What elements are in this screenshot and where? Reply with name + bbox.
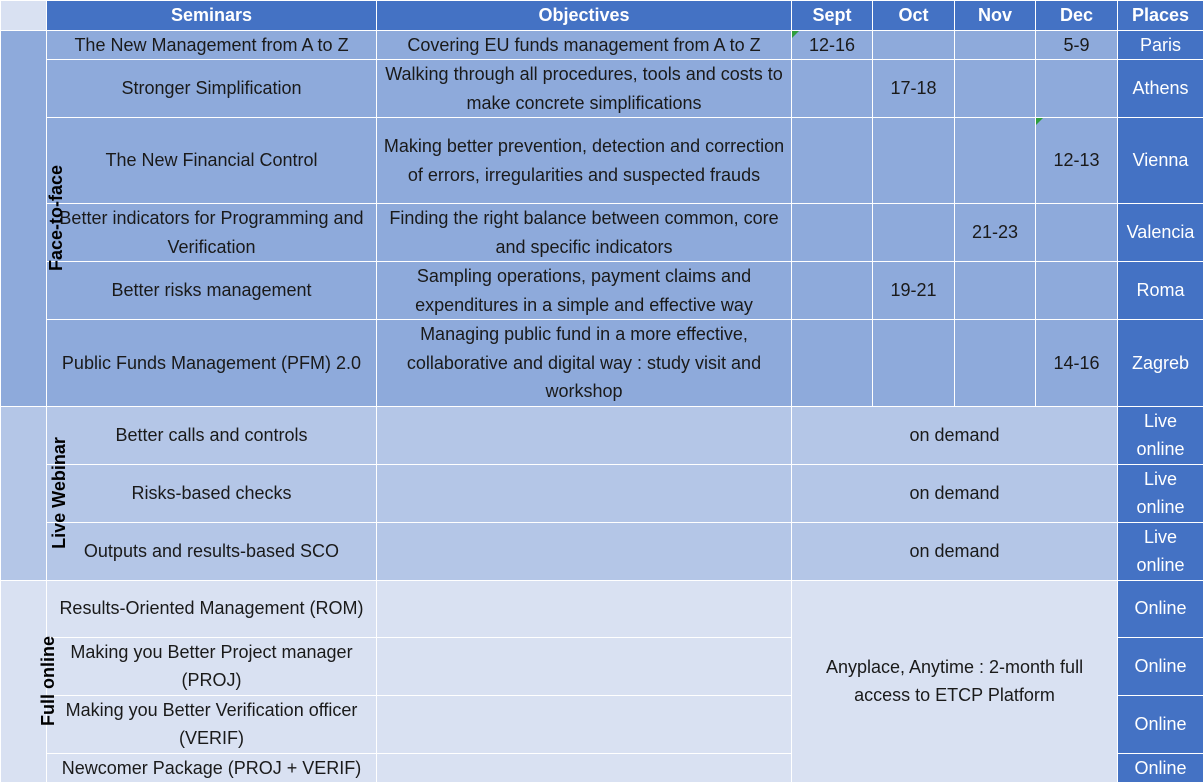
header-seminars: Seminars <box>47 1 377 31</box>
category-live-webinar <box>1 406 69 580</box>
seminar-cell: Making you Better Project manager (PROJ) <box>47 637 377 695</box>
seminar-cell: Risks-based checks <box>47 464 377 522</box>
header-row <box>1 1 1204 31</box>
objective-cell: Finding the right balance between common, core and specific indicators <box>377 204 792 262</box>
objective-cell <box>377 464 792 522</box>
table-row <box>1 118 1204 204</box>
oct-cell <box>873 30 955 60</box>
table-row <box>1 522 1204 580</box>
place-cell: Live online <box>1118 464 1204 522</box>
objective-cell: Covering EU funds management from A to Z <box>377 30 792 60</box>
header-nov: Nov <box>955 1 1036 31</box>
nov-cell <box>955 30 1036 60</box>
place-cell: Paris <box>1118 30 1204 60</box>
objective-cell <box>377 637 792 695</box>
seminar-cell: Stronger Simplification <box>47 60 377 118</box>
category-face-to-face <box>1 30 67 406</box>
sept-cell <box>792 204 873 262</box>
dates-cell: on demand <box>792 464 1118 522</box>
seminar-cell: The New Financial Control <box>47 118 377 204</box>
sept-cell <box>792 320 873 407</box>
seminar-cell: Better risks management <box>47 262 377 320</box>
place-cell: Roma <box>1118 262 1204 320</box>
place-cell: Zagreb <box>1118 320 1204 407</box>
objective-cell: Making better prevention, detection and correction of errors, irregularities and suspected frauds <box>377 118 792 204</box>
nov-cell <box>955 320 1036 407</box>
oct-cell: 19-21 <box>873 262 955 320</box>
oct-cell: 17-18 <box>873 60 955 118</box>
nov-cell: 21-23 <box>955 204 1036 262</box>
sept-cell <box>792 118 873 204</box>
dates-cell: on demand <box>792 406 1118 464</box>
objective-cell <box>377 695 792 753</box>
seminar-cell: Better calls and controls <box>47 406 377 464</box>
place-cell: Online <box>1118 580 1204 637</box>
dec-cell <box>1036 262 1118 320</box>
oct-cell <box>873 118 955 204</box>
header-places: Places <box>1118 1 1204 31</box>
nov-cell <box>955 60 1036 118</box>
table-row <box>1 60 1204 118</box>
header-objectives: Objectives <box>377 1 792 31</box>
sept-cell <box>792 60 873 118</box>
objective-cell <box>377 522 792 580</box>
dates-cell: Anyplace, Anytime : 2-month full access to ETCP Platform <box>792 580 1118 783</box>
place-cell: Online <box>1118 695 1204 753</box>
place-cell: Online <box>1118 637 1204 695</box>
header-oct: Oct <box>873 1 955 31</box>
header-dec: Dec <box>1036 1 1118 31</box>
dec-cell: 12-13 <box>1036 118 1118 204</box>
seminar-cell: Better indicators for Programming and Verification <box>47 204 377 262</box>
table-row <box>1 204 1204 262</box>
dec-cell <box>1036 60 1118 118</box>
objective-cell: Sampling operations, payment claims and expenditures in a simple and effective way <box>377 262 792 320</box>
oct-cell <box>873 204 955 262</box>
nov-cell <box>955 118 1036 204</box>
seminar-cell: Public Funds Management (PFM) 2.0 <box>47 320 377 407</box>
objective-cell: Walking through all procedures, tools and costs to make concrete simplifications <box>377 60 792 118</box>
seminar-cell: Making you Better Verification officer (VERIF) <box>47 695 377 753</box>
dec-cell: 14-16 <box>1036 320 1118 407</box>
objective-cell <box>377 406 792 464</box>
header-sept: Sept <box>792 1 873 31</box>
sept-cell: 12-16 <box>792 30 873 60</box>
category-label: Full online <box>38 636 58 726</box>
place-cell: Vienna <box>1118 118 1204 204</box>
table-row <box>1 320 1204 407</box>
objective-cell <box>377 580 792 637</box>
seminar-cell: Newcomer Package (PROJ + VERIF) <box>47 753 377 783</box>
oct-cell <box>873 320 955 407</box>
category-label: Live Webinar <box>48 436 69 549</box>
objective-cell <box>377 753 792 783</box>
table-row <box>1 580 1204 637</box>
table-row <box>1 406 1204 464</box>
place-cell: Athens <box>1118 60 1204 118</box>
place-cell: Live online <box>1118 522 1204 580</box>
category-full-online <box>1 580 58 783</box>
dec-cell <box>1036 204 1118 262</box>
place-cell: Valencia <box>1118 204 1204 262</box>
sept-cell <box>792 262 873 320</box>
place-cell: Live online <box>1118 406 1204 464</box>
corner-cell <box>1 1 47 31</box>
seminar-cell: The New Management from A to Z <box>47 30 377 60</box>
dec-cell: 5-9 <box>1036 30 1118 60</box>
category-label: Face-to-face <box>46 164 67 271</box>
table-row <box>1 262 1204 320</box>
nov-cell <box>955 262 1036 320</box>
objective-cell: Managing public fund in a more effective, collaborative and digital way : study visit and workshop <box>377 320 792 407</box>
seminar-cell: Results-Oriented Management (ROM) <box>47 580 377 637</box>
place-cell: Online <box>1118 753 1204 783</box>
table-row <box>1 30 1204 60</box>
dates-cell: on demand <box>792 522 1118 580</box>
seminar-cell: Outputs and results-based SCO <box>47 522 377 580</box>
table-row <box>1 464 1204 522</box>
